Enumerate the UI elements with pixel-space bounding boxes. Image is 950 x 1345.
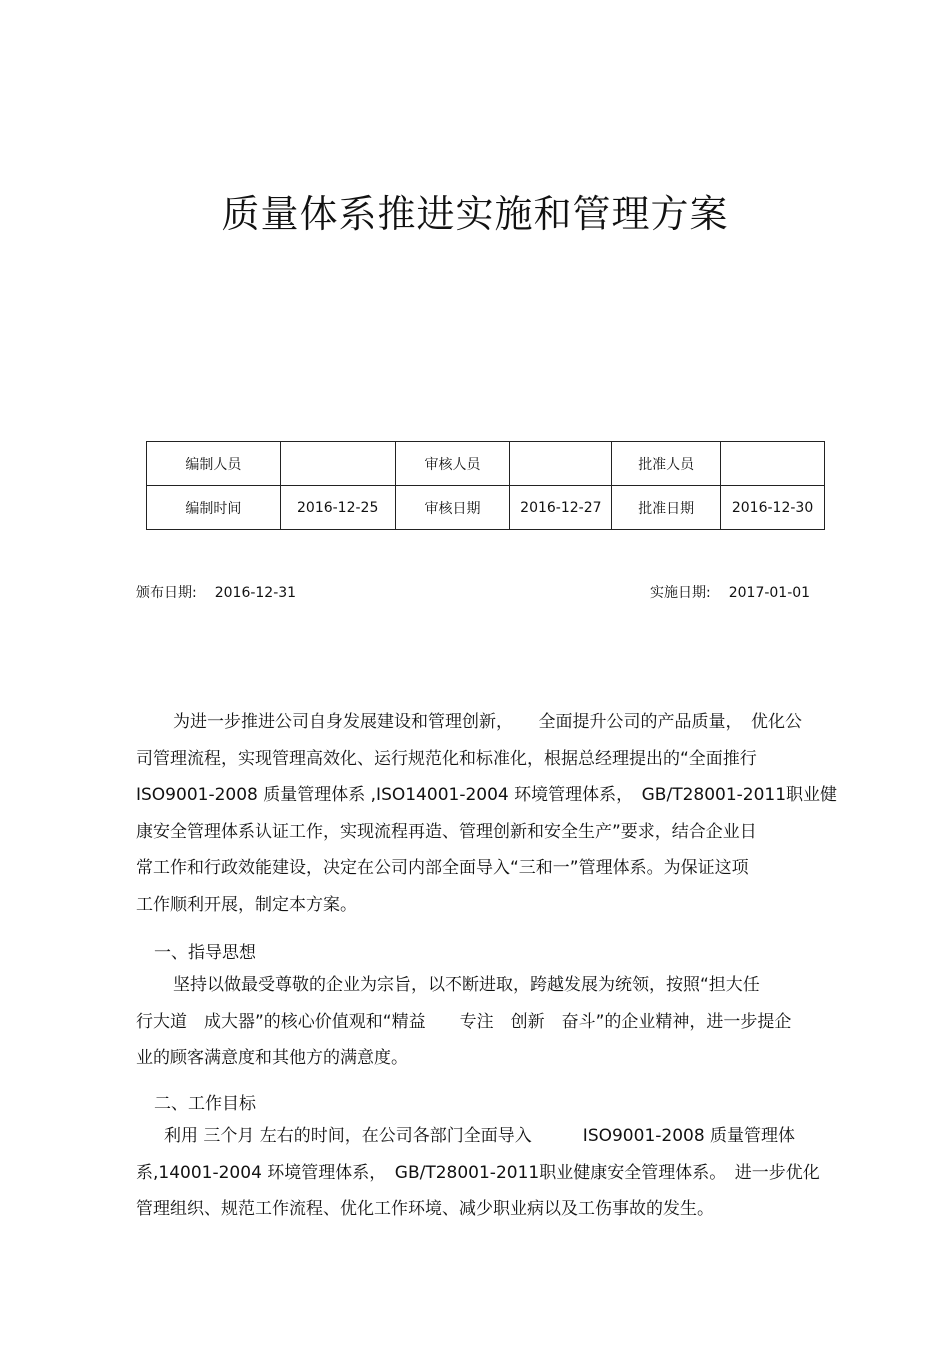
paragraph-line: 工作顺利开展，制定本方案。 — [136, 894, 357, 915]
table-cell: 批准日期 — [612, 486, 721, 530]
paragraph-line: 系,14001-2004 环境管理体系， GB/T28001-2011职业健康安全管理体系。 进一步优化 — [136, 1162, 820, 1183]
table-cell: 编制人员 — [147, 442, 281, 486]
table-cell: 2016-12-25 — [280, 486, 395, 530]
paragraph-line: ISO9001-2008 质量管理体系 ,ISO14001-2004 环境管理体系， GB/T28001-2011职业健 — [136, 785, 838, 805]
paragraph-line: 业的顾客满意度和其他方的满意度。 — [136, 1048, 408, 1068]
paragraph-line: 行大道 成大器”的核心价值观和“精益 专注 创新 奋斗”的企业精神，进一步提企 — [136, 1011, 792, 1032]
approval-table — [146, 441, 825, 530]
table-cell — [721, 442, 825, 486]
table-cell: 编制时间 — [147, 486, 281, 530]
section-heading-work-goals: 二、工作目标 — [154, 1094, 256, 1114]
table-cell: 审核日期 — [395, 486, 510, 530]
table-cell: 2016-12-30 — [721, 486, 825, 530]
document-title: 质量体系推进实施和管理方案 — [221, 192, 729, 236]
effective-date-label: 实施日期: — [650, 585, 711, 601]
paragraph-line: 常工作和行政效能建设，决定在公司内部全面导入“三和一”管理体系。为保证这项 — [136, 858, 749, 878]
table-cell: 审核人员 — [395, 442, 510, 486]
section1-paragraph — [136, 967, 836, 1077]
table-cell: 2016-12-27 — [510, 486, 612, 530]
paragraph-line: 司管理流程，实现管理高效化、运行规范化和标准化，根据总经理提出的“全面推行 — [136, 748, 757, 769]
paragraph-line: 管理组织、规范工作流程、优化工作环境、减少职业病以及工伤事故的发生。 — [136, 1199, 714, 1219]
publish-date-line — [136, 582, 296, 602]
table-cell — [510, 442, 612, 486]
section-heading-guiding-ideology: 一、指导思想 — [154, 943, 256, 963]
publish-date-label: 颁布日期: — [136, 585, 197, 601]
paragraph-line: 坚持以做最受尊敬的企业为宗旨，以不断进取，跨越发展为统领，按照“担大任 — [173, 975, 760, 995]
section2-paragraph — [136, 1118, 836, 1228]
effective-date-value: 2017-01-01 — [728, 585, 811, 601]
intro-paragraph — [136, 704, 836, 923]
table-row — [147, 486, 825, 530]
paragraph-line: 为进一步推进公司自身发展建设和管理创新， 全面提升公司的产品质量， 优化公 — [173, 712, 802, 732]
paragraph-line: 利用 三个月 左右的时间，在公司各部门全面导入 ISO9001-2008 质量管理体 — [164, 1126, 796, 1146]
table-row — [147, 442, 825, 486]
effective-date-line — [650, 582, 810, 602]
paragraph-line: 康安全管理体系认证工作，实现流程再造、管理创新和安全生产”要求，结合企业日 — [136, 821, 757, 842]
table-cell: 批准人员 — [612, 442, 721, 486]
publish-date-value: 2016-12-31 — [214, 585, 297, 601]
table-cell — [280, 442, 395, 486]
